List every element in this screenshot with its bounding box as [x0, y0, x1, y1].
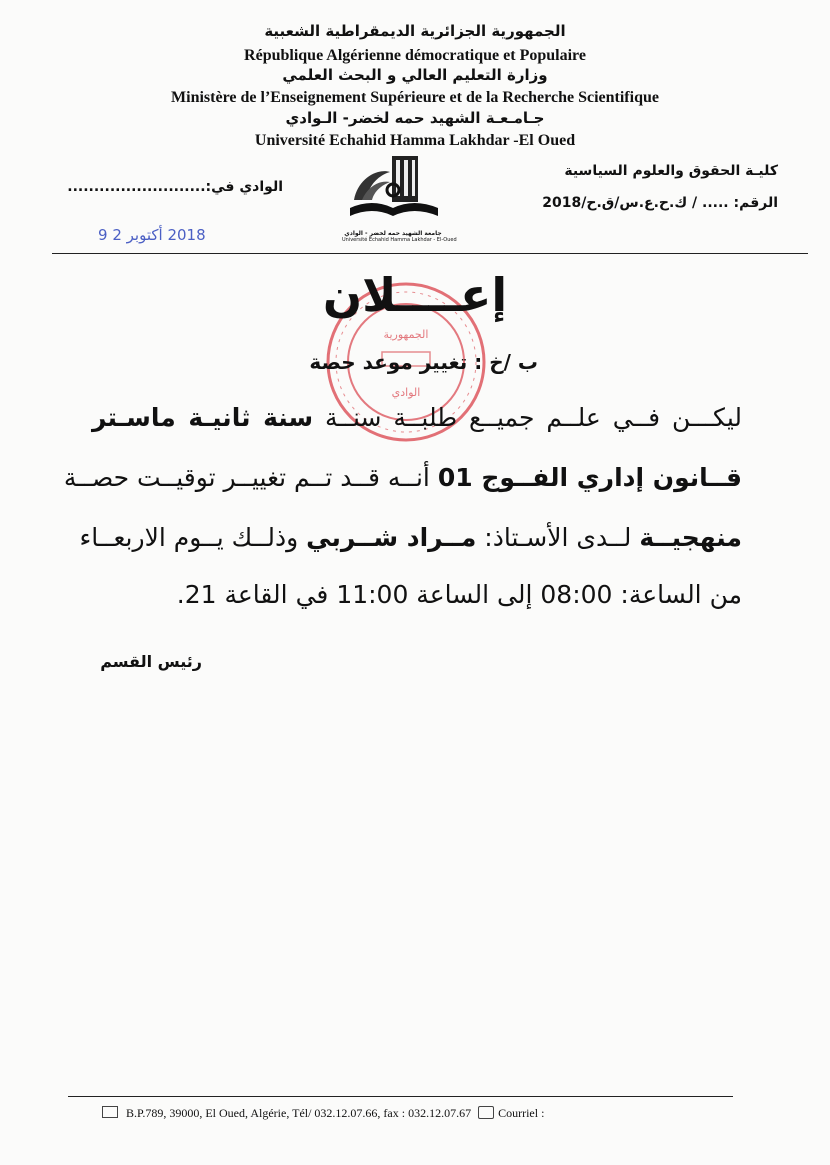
header-republic-fr: République Algérienne démocratique et Populaire — [244, 47, 586, 64]
notice-body-line-2 — [63, 463, 742, 492]
email-icon — [478, 1106, 494, 1119]
university-logo — [342, 150, 457, 243]
body-line-3-text-b: وذلــك يــوم الاربعــاء — [79, 523, 299, 552]
footer-email-label: Courriel : — [498, 1106, 545, 1120]
body-line-1-text: ليكـــن فــي علــم جميــع طلبــة سنــة — [324, 403, 742, 432]
notice-body-line-4: من الساعة: 08:00 إلى الساعة 11:00 في القاعة 21. — [176, 580, 742, 609]
teacher-name: مــراد شــربي — [306, 523, 477, 552]
body-line-2-text: أنــه قــد تــم تغييــر توقيــت حصــة — [63, 463, 430, 492]
logo-caption-fr: Université Echahid Hamma Lakhdar - El-Oued — [342, 237, 457, 243]
notice-subject: ب /خ : تغيير موعد حصة — [309, 350, 538, 374]
logo-caption-ar: جامعة الشهيد حمه لخضر - الوادي — [344, 230, 442, 237]
body-line-1-bold: سنة ثانيـة ماسـتر — [92, 403, 314, 432]
notice-title: إعــــلان — [322, 268, 508, 322]
notice-body-line-1 — [92, 403, 742, 432]
header-ministry-fr: Ministère de l’Enseignement Supérieure et de la Recherche Scientifique — [171, 89, 659, 106]
seal-text-top: الجمهورية — [383, 328, 429, 341]
received-date-stamp: 2018 أكتوبر 2 9 — [98, 226, 206, 244]
footer-divider — [68, 1096, 733, 1097]
reference-number: الرقم: ..... / ك.ح.ع.س/ق.ح/2018 — [542, 195, 778, 211]
faculty-name: كليـة الحقوق والعلوم السياسية — [564, 163, 778, 179]
university-logo-icon — [342, 150, 444, 226]
notice-body-line-3 — [79, 523, 742, 552]
header-divider — [52, 253, 808, 254]
header-republic-ar: الجمهورية الجزائرية الديمقراطية الشعبية — [264, 22, 566, 40]
body-line-3-bold-a: منهجيــة — [639, 523, 742, 552]
header-university-ar: جـامـعـة الشهيد حمه لخضر- الـوادي — [285, 109, 545, 127]
signature-title: رئيس القسم — [100, 652, 202, 671]
place-date: الوادي في:.......................... — [67, 179, 283, 195]
header-ministry-ar: وزارة التعليم العالي و البحث العلمي — [282, 66, 548, 84]
footer-contact — [102, 1104, 544, 1120]
seal-text-bottom: الوادي — [391, 386, 421, 399]
body-line-2-bold: قــانون إداري الفــوج 01 — [437, 463, 742, 492]
footer-address: B.P.789, 39000, El Oued, Algérie, Tél/ 032.12.07.66, fax : 032.12.07.67 — [126, 1106, 472, 1120]
header-university-fr: Université Echahid Hamma Lakhdar -El Oued — [254, 132, 576, 149]
body-line-3-text-a: لــدى الأسـتاذ: — [484, 523, 632, 552]
mail-icon — [102, 1106, 118, 1118]
